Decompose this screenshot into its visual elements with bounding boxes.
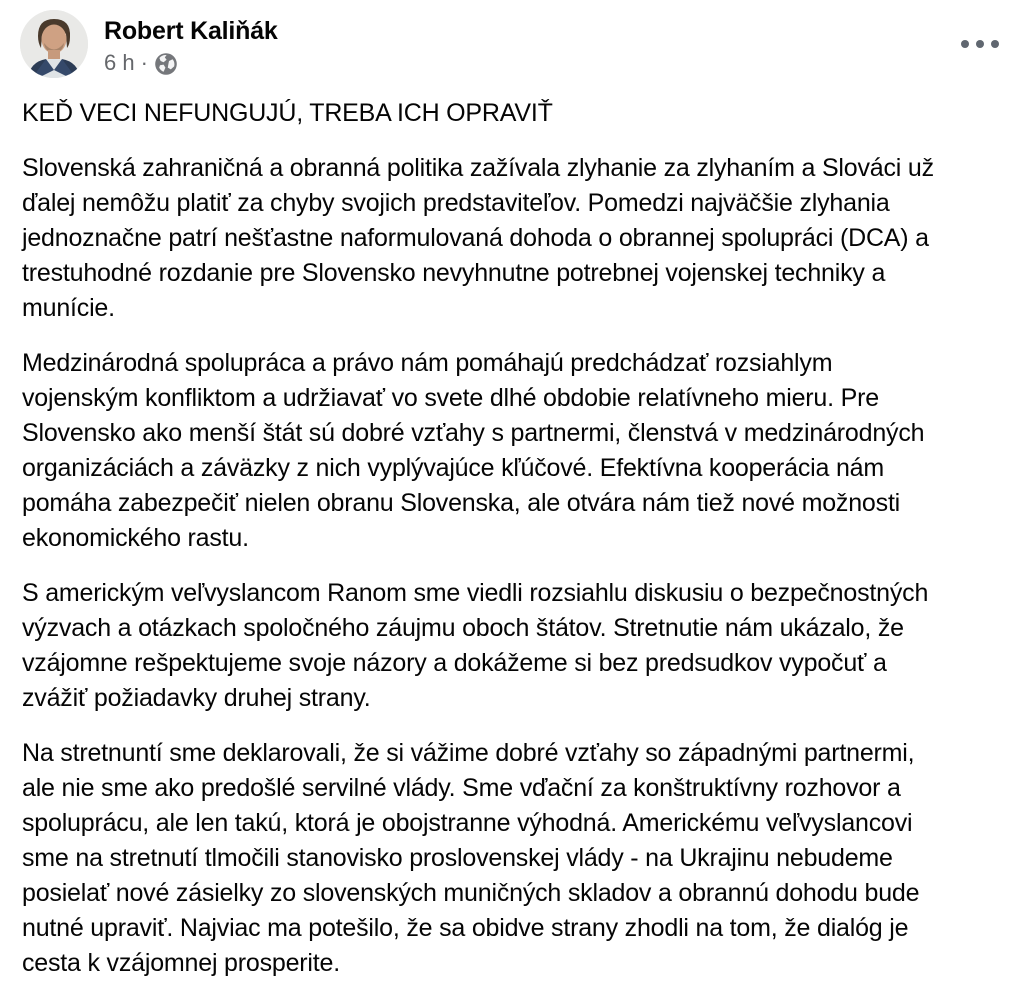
post-text-line: výzvach a otázkach spoločného záujmu oboch štátov. Stretnutie nám ukázalo, že: [22, 614, 904, 642]
post-text-line: trestuhodné rozdanie pre Slovensko nevyhnutne potrebnej vojenskej techniky a: [22, 259, 886, 287]
post-text-line: jednoznačne patrí nešťastne naformulovaná dohoda o obrannej spolupráci (DCA) a: [22, 224, 929, 252]
post-text-line: vzájomne rešpektujeme svoje názory a dokážeme si bez predsudkov vypočuť a: [22, 649, 887, 677]
timestamp[interactable]: 6 h: [104, 50, 135, 75]
post-paragraph: [22, 346, 1012, 556]
post-paragraph: [22, 96, 1012, 131]
header-meta: [104, 10, 278, 76]
post-text-line: pomáha zabezpečiť nielen obranu Slovenska, ale otvára nám tiež nové možnosti: [22, 489, 901, 517]
post-text: [0, 78, 1034, 981]
separator-dot: ·: [140, 50, 148, 75]
post-text-line: munície.: [22, 294, 115, 322]
author-name[interactable]: Robert Kaliňák: [104, 17, 278, 45]
post-paragraph: [22, 151, 1012, 326]
avatar-portrait: [20, 10, 88, 78]
post-text-line: zvážiť požiadavky druhej strany.: [22, 684, 371, 712]
post-text-line: sme na stretnutí tlmočili stanovisko proslovenskej vlády - na Ukrajinu nebudeme: [22, 844, 893, 872]
avatar[interactable]: [20, 10, 88, 78]
more-options-icon: [976, 40, 984, 48]
post-text-line: ďalej nemôžu platiť za chyby svojich predstaviteľov. Pomedzi najväčšie zlyhania: [22, 189, 890, 217]
post-text-line: posielať nové zásielky zo slovenských muničných skladov a obrannú dohodu bude: [22, 879, 920, 907]
post-header: [0, 0, 1034, 78]
globe-public-icon: [154, 52, 178, 76]
more-options-icon: [991, 40, 999, 48]
post-paragraph: [22, 736, 1012, 981]
more-options-button[interactable]: [952, 26, 1008, 62]
post-text-line: Slovensko ako menší štát sú dobré vzťahy s partnermi, členstvá v medzinárodných: [22, 419, 925, 447]
post-text-line: vojenským konfliktom a udržiavať vo svete dlhé obdobie relatívneho mieru. Pre: [22, 384, 879, 412]
post-text-line: S americkým veľvyslancom Ranom sme viedli rozsiahlu diskusiu o bezpečnostných: [22, 579, 929, 607]
post-text-line: Slovenská zahraničná a obranná politika zažívala zlyhanie za zlyhaním a Slováci už: [22, 154, 934, 182]
more-options-icon: [961, 40, 969, 48]
post-subline: [104, 50, 278, 76]
post-text-line: ekonomického rastu.: [22, 524, 249, 552]
post-paragraph: [22, 576, 1012, 716]
post-text-line: KEĎ VECI NEFUNGUJÚ, TREBA ICH OPRAVIŤ: [22, 99, 553, 127]
post-text-line: nutné upraviť. Najviac ma potešilo, že sa obidve strany zhodli na tom, že dialóg je: [22, 914, 909, 942]
post-text-line: spoluprácu, ale len takú, ktorá je obojstranne výhodná. Americkému veľvyslancovi: [22, 809, 913, 837]
post-text-line: Medzinárodná spolupráca a právo nám pomáhajú predchádzať rozsiahlym: [22, 349, 833, 377]
post-text-line: Na stretnuntí sme deklarovali, že si vážime dobré vzťahy so západnými partnermi,: [22, 739, 915, 767]
post-text-line: ale nie sme ako predošlé servilné vlády. Sme vďační za konštruktívny rozhovor a: [22, 774, 901, 802]
post-text-line: organizáciách a záväzky z nich vyplývajúce kľúčové. Efektívna kooperácia nám: [22, 454, 884, 482]
post-text-line: cesta k vzájomnej prosperite.: [22, 949, 340, 977]
